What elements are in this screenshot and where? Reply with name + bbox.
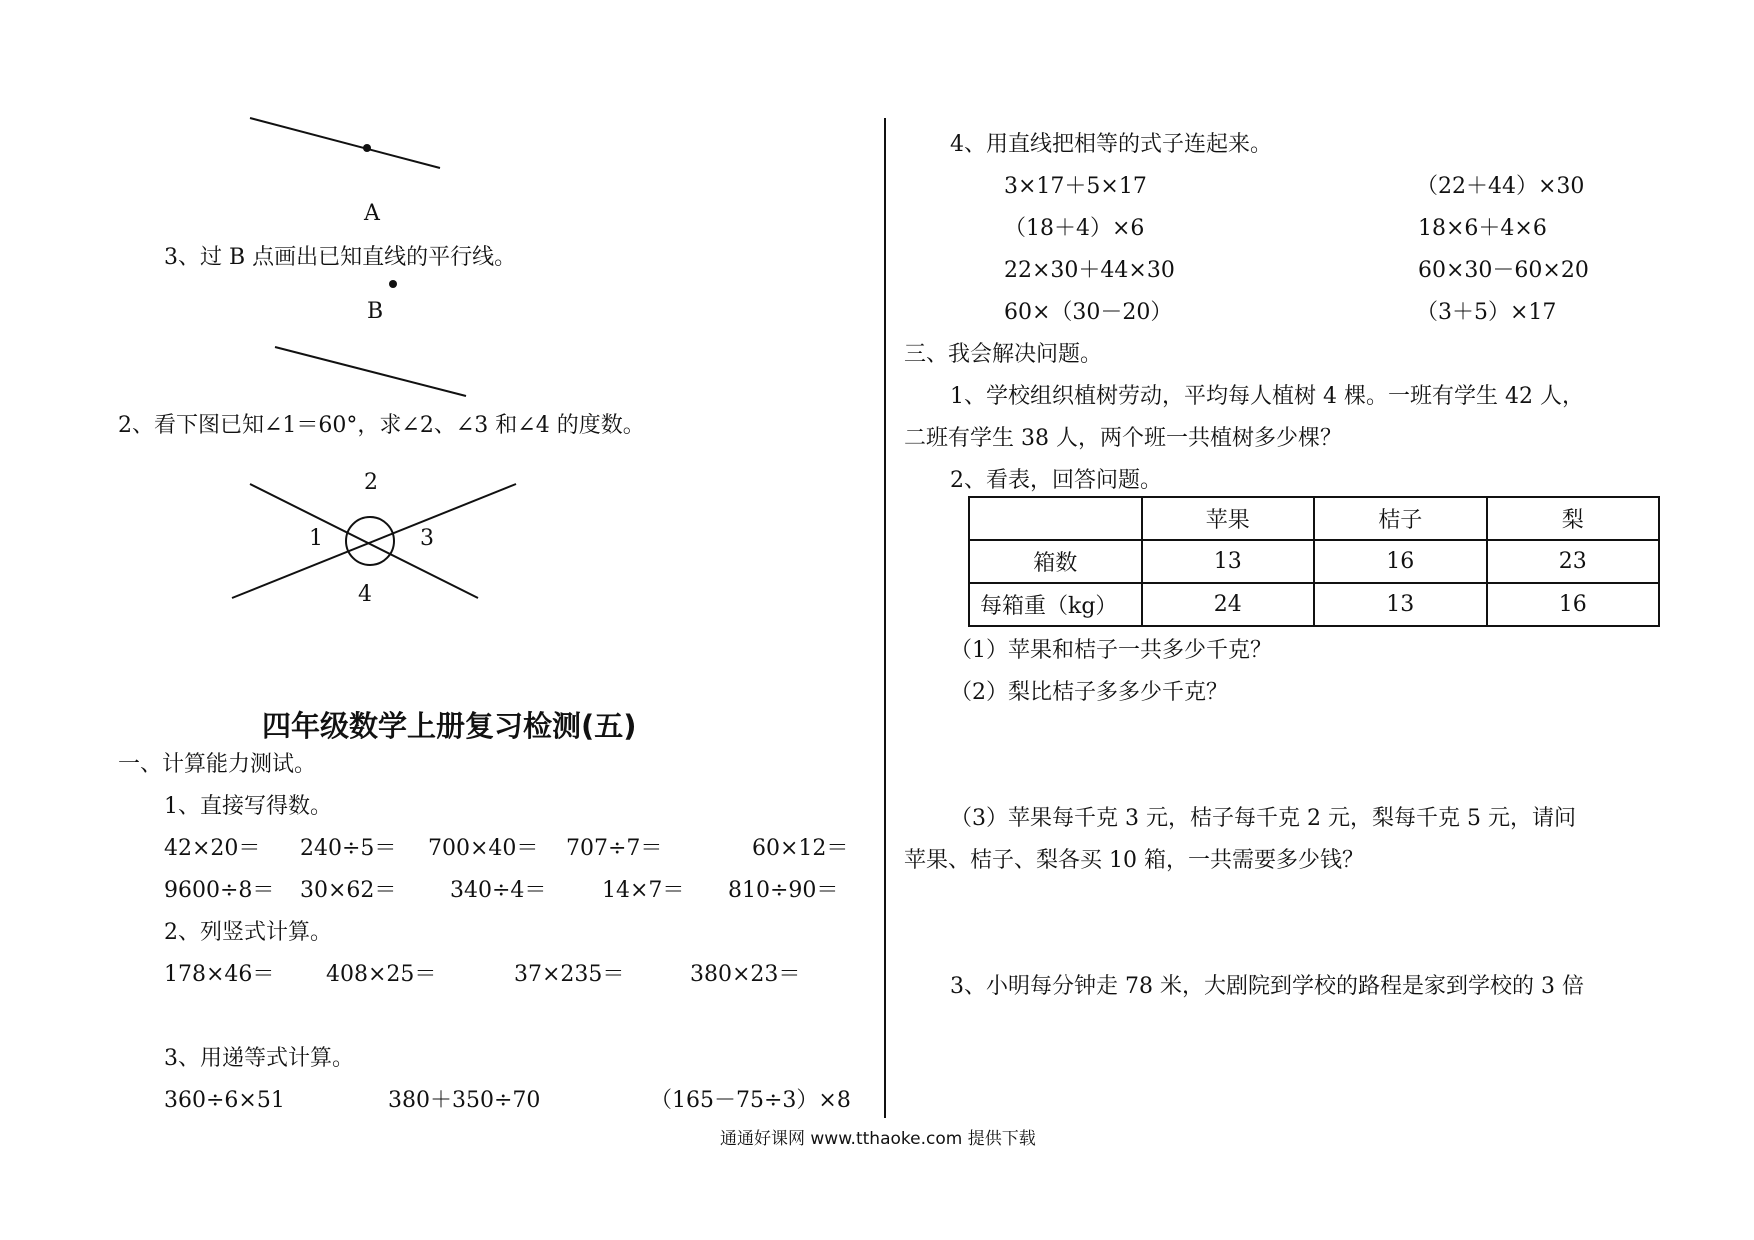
footer-credit: 通通好课网 www.tthaoke.com 提供下载	[720, 1129, 1036, 1149]
table-cell: 24	[1142, 583, 1315, 626]
stepwise-item: （165－75÷3）×8	[650, 1088, 851, 1113]
direct-item: 810÷90＝	[728, 878, 839, 903]
table-header-row	[969, 497, 1659, 540]
angle-label-2: 2	[364, 470, 378, 495]
table-row	[969, 583, 1659, 626]
match-right-item: 18×6＋4×6	[1418, 216, 1547, 241]
table-header-cell	[969, 497, 1142, 540]
intersecting-line-1	[250, 484, 478, 598]
problem-1-line-1: 1、学校组织植树劳动，平均每人植树 4 棵。一班有学生 42 人，	[950, 384, 1584, 409]
vertical-item: 178×46＝	[164, 962, 275, 987]
question-angles: 2、看下图已知∠1＝60°，求∠2、∠3 和∠4 的度数。	[118, 413, 645, 438]
question-vertical: 2、列竖式计算。	[164, 920, 332, 945]
table-cell: 16	[1487, 583, 1660, 626]
match-left-item: 22×30＋44×30	[1004, 258, 1175, 283]
direct-item: 240÷5＝	[300, 836, 397, 861]
section-solve: 三、我会解决问题。	[904, 342, 1103, 367]
vertical-item: 37×235＝	[514, 962, 625, 987]
line-through-a	[250, 118, 440, 168]
direct-item: 700×40＝	[428, 836, 539, 861]
stepwise-item: 380＋350÷70	[388, 1088, 541, 1113]
table-row-label: 每箱重（kg）	[969, 583, 1142, 626]
problem-1-line-2: 二班有学生 38 人，两个班一共植树多少棵？	[904, 426, 1342, 451]
angle-label-4: 4	[358, 582, 372, 607]
table-header-cell: 梨	[1487, 497, 1660, 540]
direct-item: 42×20＝	[164, 836, 261, 861]
table-cell: 13	[1314, 583, 1487, 626]
direct-item: 14×7＝	[602, 878, 685, 903]
table-cell: 16	[1314, 540, 1487, 583]
problem-2-sub-3-line-1: （3）苹果每千克 3 元，桔子每千克 2 元，梨每千克 5 元，请问	[950, 806, 1576, 831]
label-b: B	[367, 299, 384, 324]
match-left-item: （18＋4）×6	[1004, 216, 1145, 241]
question-stepwise: 3、用递等式计算。	[164, 1046, 354, 1071]
problem-2-sub-1: （1）苹果和桔子一共多少千克？	[950, 638, 1272, 663]
column-divider	[884, 118, 886, 1118]
match-right-item: （3＋5）×17	[1416, 300, 1557, 325]
problem-3: 3、小明每分钟走 78 米，大剧院到学校的路程是家到学校的 3 倍	[950, 974, 1584, 999]
problem-2-sub-2: （2）梨比桔子多多少千克？	[950, 680, 1228, 705]
vertical-item: 408×25＝	[326, 962, 437, 987]
table-row-label: 箱数	[969, 540, 1142, 583]
angle-circle	[346, 517, 394, 565]
match-right-item: （22＋44）×30	[1416, 174, 1585, 199]
problem-2: 2、看表，回答问题。	[950, 468, 1162, 493]
table-header-cell: 桔子	[1314, 497, 1487, 540]
match-left-item: 60×（30－20）	[1004, 300, 1173, 325]
table-cell: 13	[1142, 540, 1315, 583]
problem-2-sub-3-line-2: 苹果、桔子、梨各买 10 箱，一共需要多少钱？	[904, 848, 1364, 873]
table-cell: 23	[1487, 540, 1660, 583]
direct-item: 340÷4＝	[450, 878, 547, 903]
table-row	[969, 540, 1659, 583]
question-parallel-line: 3、过 B 点画出已知直线的平行线。	[164, 245, 517, 270]
label-a: A	[364, 201, 380, 226]
exam-title: 四年级数学上册复习检测(五)	[262, 709, 637, 743]
direct-item: 30×62＝	[300, 878, 397, 903]
section-calc: 一、计算能力测试。	[118, 752, 317, 777]
point-b	[389, 280, 397, 288]
point-a	[363, 144, 371, 152]
intersecting-line-2	[232, 484, 516, 598]
given-line	[275, 347, 466, 396]
angle-label-1: 1	[309, 526, 323, 551]
question-direct: 1、直接写得数。	[164, 794, 332, 819]
match-left-item: 3×17＋5×17	[1004, 174, 1147, 199]
direct-item: 9600÷8＝	[164, 878, 275, 903]
angle-label-3: 3	[420, 526, 434, 551]
question-match: 4、用直线把相等的式子连起来。	[950, 132, 1272, 157]
stepwise-item: 360÷6×51	[164, 1088, 285, 1113]
direct-item: 707÷7＝	[566, 836, 663, 861]
vertical-item: 380×23＝	[690, 962, 801, 987]
match-right-item: 60×30－60×20	[1418, 258, 1589, 283]
direct-item: 60×12＝	[752, 836, 849, 861]
table-header-cell: 苹果	[1142, 497, 1315, 540]
fruit-table	[968, 496, 1660, 627]
